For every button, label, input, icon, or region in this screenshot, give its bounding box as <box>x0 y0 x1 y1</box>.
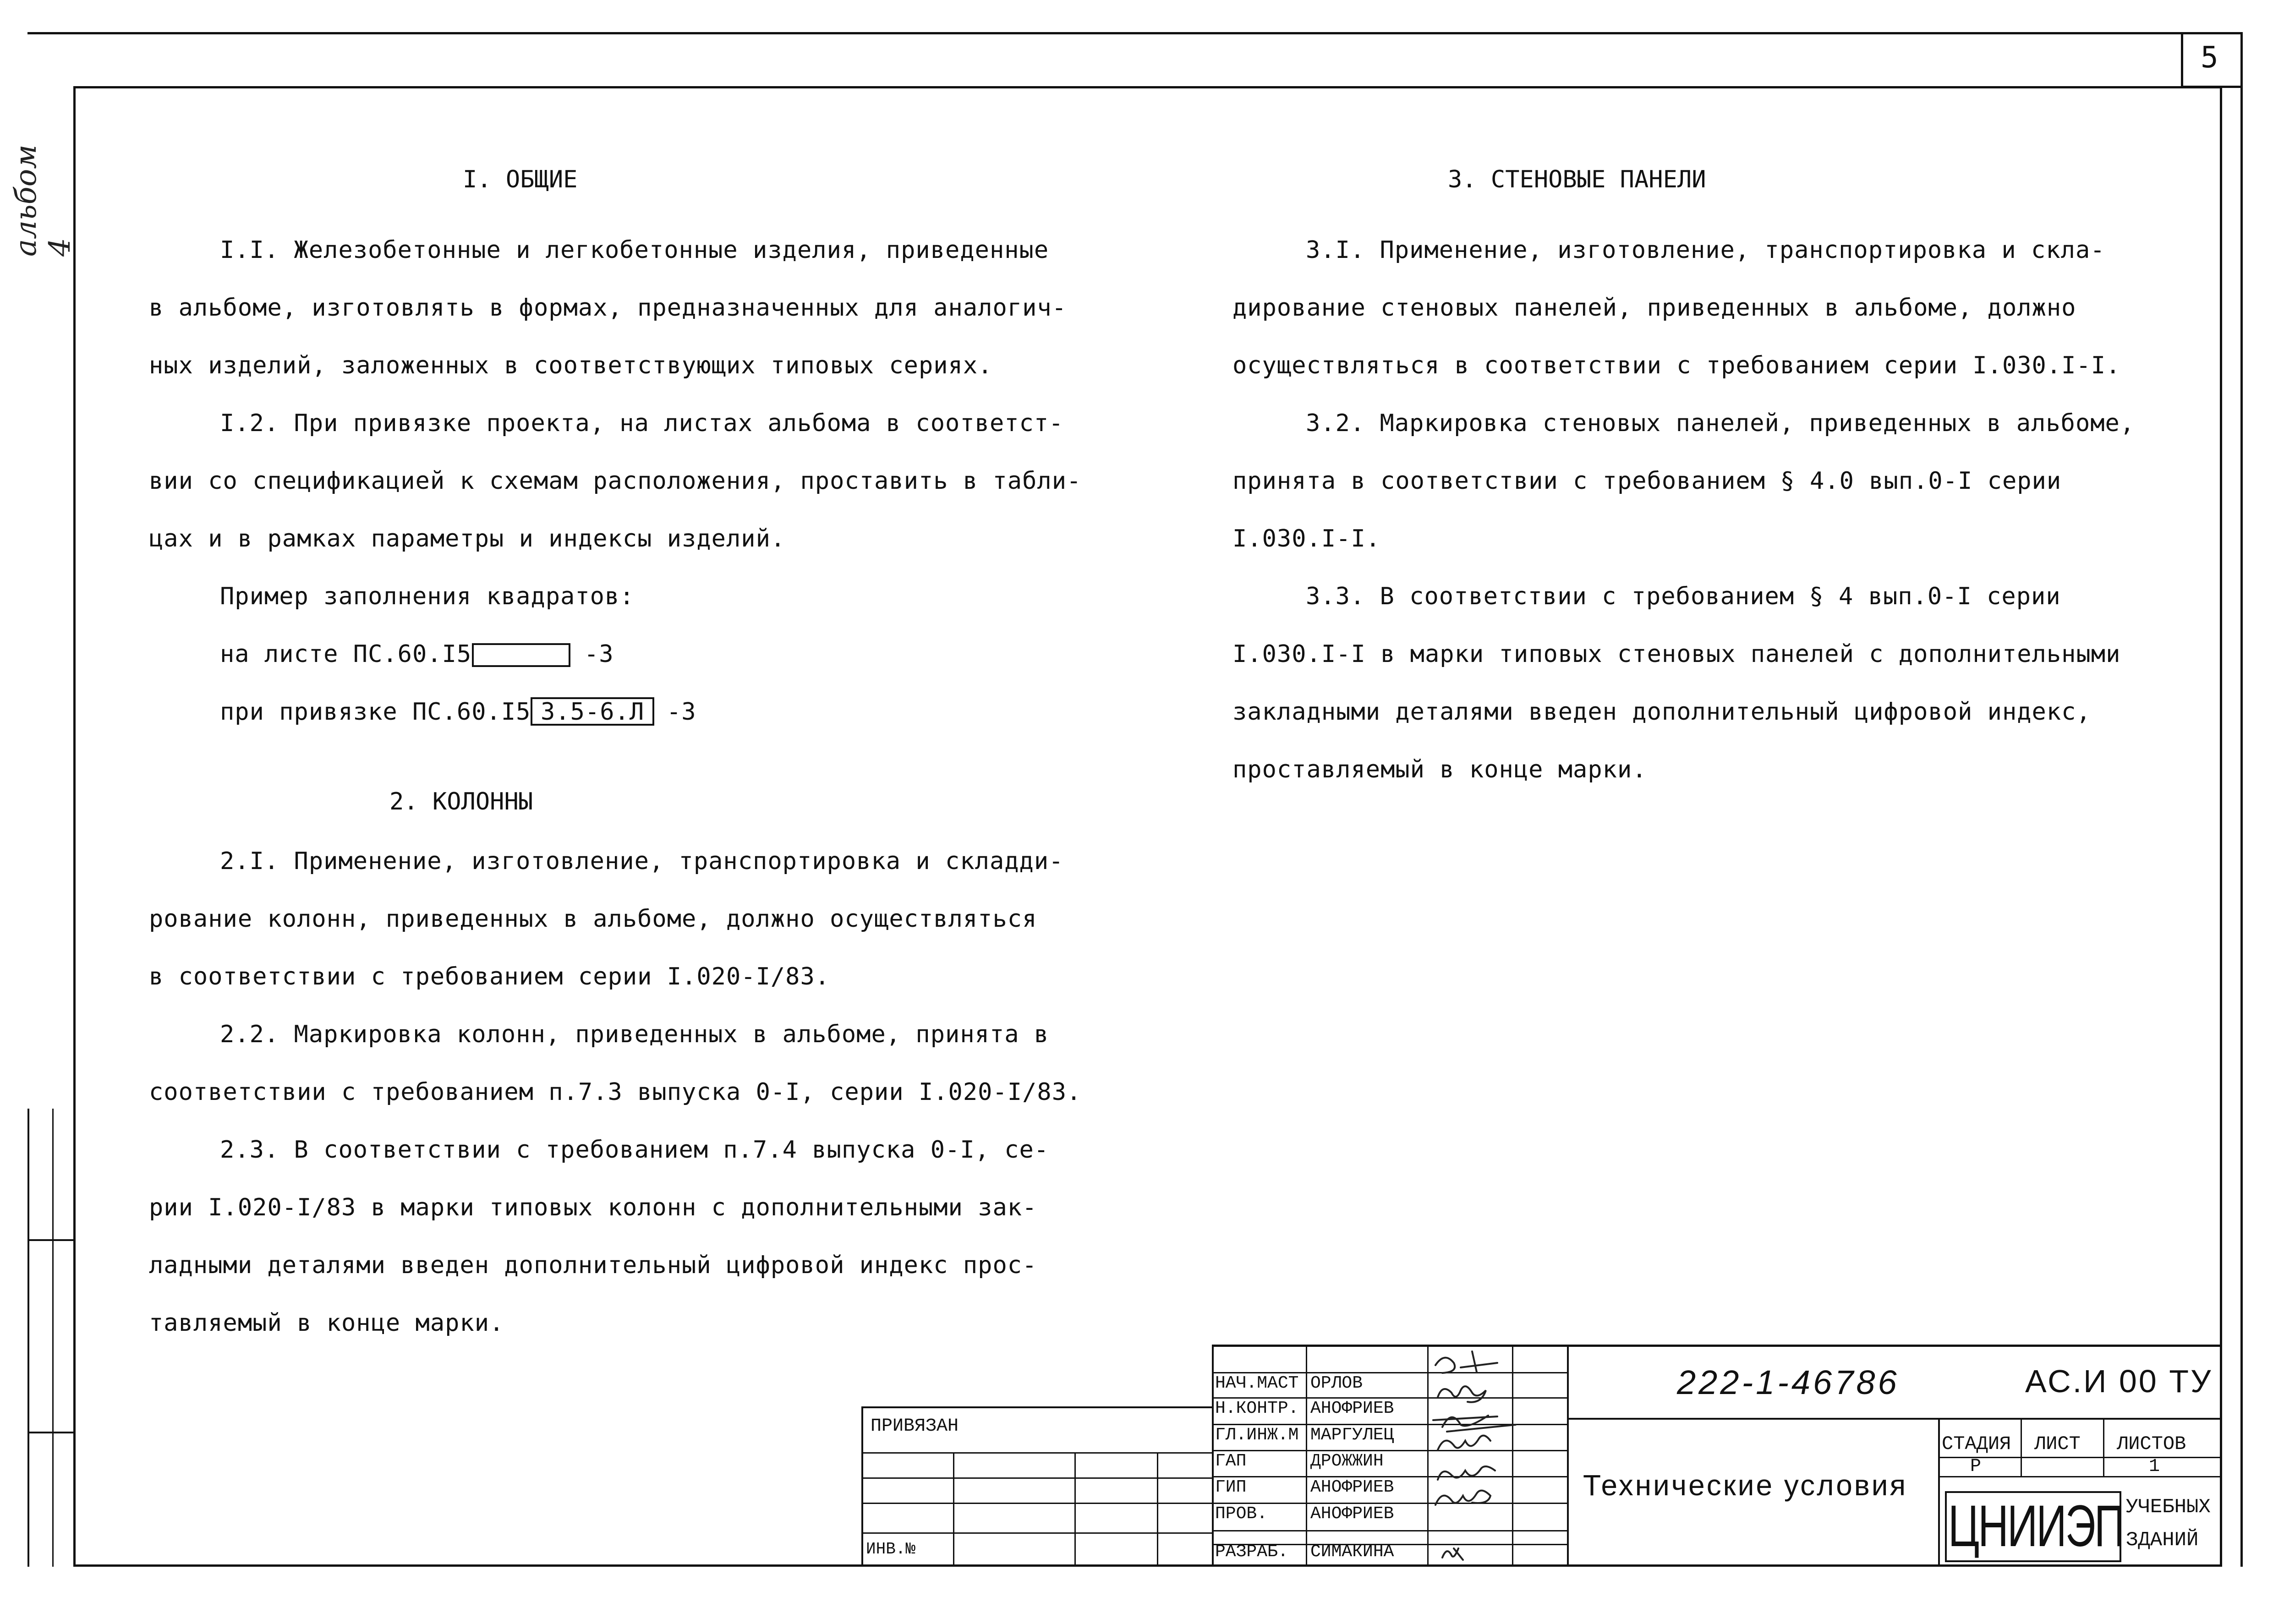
s1-line-7: Пример заполнения квадратов: <box>220 583 635 610</box>
signatures <box>1429 1347 1566 1567</box>
name-anofriev-3: АНОФРИЕВ <box>1310 1504 1394 1524</box>
listov-label: ЛИСТОВ <box>2117 1433 2186 1455</box>
margin-inner-rule <box>52 1109 54 1567</box>
s1-line-5: вии со спецификацией к схемам расположения, проставить в табли- <box>149 467 1082 495</box>
tb-priv-col <box>1157 1452 1158 1567</box>
stadia-value: Р <box>1970 1456 1982 1477</box>
role-prov: ПРОВ. <box>1215 1504 1268 1524</box>
role-razrab: РАЗРАБ. <box>1215 1542 1288 1562</box>
s3-line-10: проставляемый в конце марки. <box>1232 756 1647 783</box>
margin-stamp-strip <box>27 1109 75 1567</box>
tb-priv-col <box>1074 1452 1076 1567</box>
tb-priv-col <box>953 1452 954 1567</box>
stadia-label: СТАДИЯ <box>1942 1433 2011 1455</box>
example2-prefix: при привязке ПС.60.I5 <box>220 698 531 726</box>
s2-line-2: рование колонн, приведенных в альбоме, должно осуществляться <box>149 905 1037 933</box>
role-gap: ГАП <box>1215 1451 1247 1471</box>
tb-sig-col <box>1567 1345 1569 1567</box>
example1-suffix: -3 <box>584 640 614 668</box>
role-gip: ГИП <box>1215 1477 1247 1497</box>
s3-line-9: закладными деталями введен дополнительный цифровой индекс, <box>1232 698 2091 726</box>
s3-line-3: осуществляться в соответствии с требованием серии I.030.I-I. <box>1232 352 2121 379</box>
inv-no-label: ИНВ.№ <box>866 1540 916 1558</box>
s1-line-1: I.I. Железобетонные и легкобетонные изделия, приведенные <box>220 236 1049 264</box>
org-sub-1: УЧЕБНЫХ <box>2126 1496 2211 1519</box>
project-code: 222-1-46786 <box>1677 1363 1900 1401</box>
tb-main-row-1 <box>1567 1418 2222 1420</box>
s1-line-3: ных изделий, заложенных в соответствующих типовых сериях. <box>149 352 993 379</box>
s3-line-1: 3.I. Применение, изготовление, транспортировка и скла- <box>1306 236 2105 264</box>
tb-sig-col <box>1306 1345 1307 1567</box>
sheet-number: 5 <box>2201 41 2218 75</box>
name-simakina: СИМАКИНА <box>1310 1542 1394 1562</box>
example2-box-text: 3.5-6.Л <box>541 698 645 726</box>
tb-stadia-col <box>2021 1418 2022 1477</box>
s1-line-6: цах и в рамках параметры и индексы изделий. <box>149 525 786 552</box>
tb-priv-row <box>861 1532 1212 1534</box>
section1-heading: I. ОБЩИЕ <box>463 166 578 193</box>
s2-line-9: тавляемый в конце марки. <box>149 1309 504 1337</box>
name-anofriev-2: АНОФРИЕВ <box>1310 1477 1394 1497</box>
section3-heading: 3. СТЕНОВЫЕ ПАНЕЛИ <box>1448 166 1706 193</box>
role-nach-mast: НАЧ.МАСТ <box>1215 1373 1299 1393</box>
name-orlov: ОРЛОВ <box>1310 1373 1363 1393</box>
tb-stadia-col <box>2103 1418 2104 1477</box>
name-margulets: МАРГУЛЕЦ <box>1310 1425 1394 1445</box>
example2-suffix: -3 <box>667 698 696 726</box>
org-logo: ЦНИИЭП <box>1948 1493 2124 1559</box>
s2-line-1: 2.I. Применение, изготовление, транспортировка и складди- <box>220 848 1064 875</box>
s3-line-2: дирование стеновых панелей, приведенных в альбоме, должно <box>1232 294 2076 322</box>
s2-line-5: соответствии с требованием п.7.3 выпуска 0-I, серии I.020-I/83. <box>149 1078 1082 1106</box>
section2-heading: 2. КОЛОННЫ <box>389 788 533 815</box>
s2-line-7: рии I.020-I/83 в марки типовых колонн с дополнительными зак- <box>149 1194 1037 1221</box>
side-label <box>9 119 77 257</box>
s3-line-6: I.030.I-I. <box>1232 525 1381 552</box>
example1-prefix: на листе ПС.60.I5 <box>220 640 472 668</box>
example1-empty-box <box>472 643 570 667</box>
tb-sig-col <box>1212 1345 1214 1567</box>
s3-line-7: 3.3. В соответствии с требованием § 4 вып.0-I серии <box>1306 583 2061 610</box>
tb-priv-row <box>861 1477 1212 1479</box>
org-sub-2: ЗДАНИЙ <box>2126 1529 2199 1552</box>
s2-line-4: 2.2. Маркировка колонн, приведенных в альбоме, принята в <box>220 1021 1049 1048</box>
doc-title: Технические условия <box>1583 1469 1908 1502</box>
top-rule <box>27 32 2222 34</box>
s1-line-2: в альбоме, изготовлять в формах, предназначенных для аналогич- <box>149 294 1067 322</box>
s3-line-5: принята в соответствии с требованием § 4.0 вып.0-I серии <box>1232 467 2062 495</box>
tb-top-rule-privyazan <box>861 1406 1212 1408</box>
list-label: ЛИСТ <box>2034 1433 2081 1455</box>
tb-left-edge <box>861 1406 863 1567</box>
privyazan-label: ПРИВЯЗАН <box>871 1416 959 1437</box>
s3-line-4: 3.2. Маркировка стеновых панелей, приведенных в альбоме, <box>1306 410 2135 437</box>
s1-line-4: I.2. При привязке проекта, на листах альбома в соответст- <box>220 410 1064 437</box>
role-gl-inzh: ГЛ.ИНЖ.М <box>1215 1425 1299 1445</box>
s2-line-3: в соответствии с требованием серии I.020-I/83. <box>149 963 830 990</box>
listov-value: 1 <box>2149 1456 2160 1477</box>
name-drozhzhin: ДРОЖЖИН <box>1310 1451 1384 1471</box>
tb-top-rule-main <box>1212 1345 2222 1347</box>
side-label-text: альбом 4 <box>9 144 77 257</box>
s3-line-8: I.030.I-I в марки типовых стеновых панелей с дополнительными <box>1232 640 2121 668</box>
name-anofriev-1: АНОФРИЕВ <box>1310 1399 1394 1418</box>
doc-code: АС.И 00 ТУ <box>2025 1363 2213 1399</box>
s2-line-6: 2.3. В соответствии с требованием п.7.4 выпуска 0-I, се- <box>220 1136 1049 1164</box>
outer-right-border <box>2240 32 2243 1567</box>
tb-main-col <box>1938 1418 1940 1567</box>
role-n-kontr: Н.КОНТР. <box>1215 1399 1299 1418</box>
s2-line-8: ладными деталями введен дополнительный цифровой индекс прос- <box>149 1252 1037 1279</box>
tb-priv-row <box>861 1452 1212 1454</box>
tb-priv-row <box>861 1503 1212 1504</box>
